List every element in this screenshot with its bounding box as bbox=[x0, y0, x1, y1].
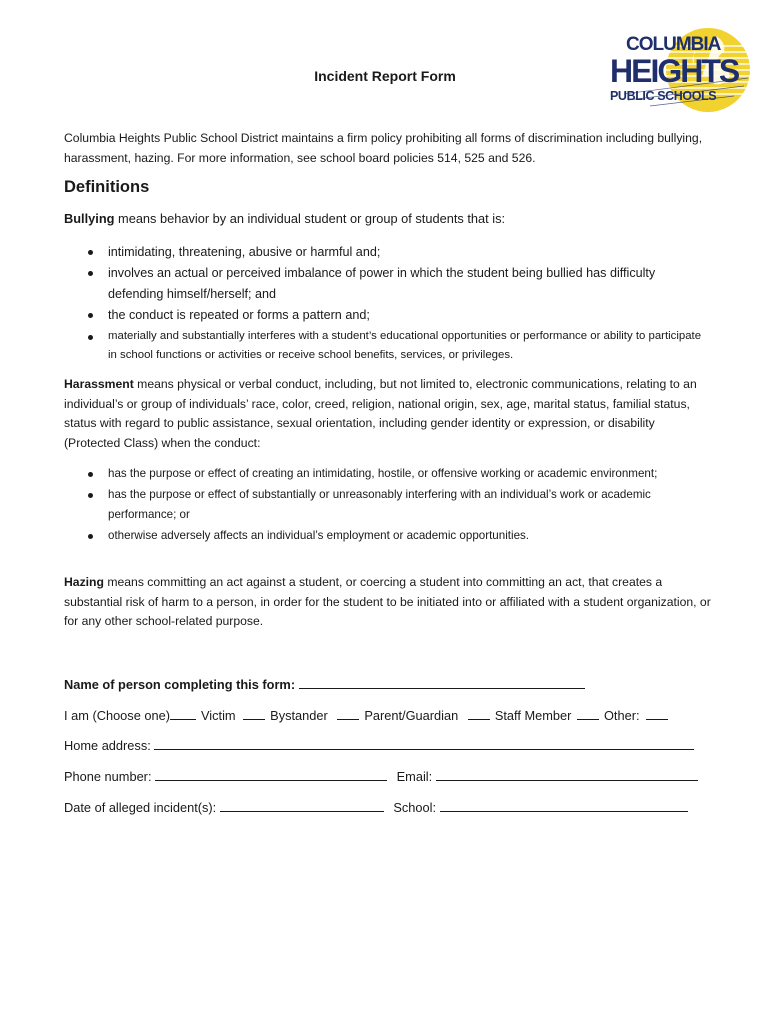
hazing-term: Hazing bbox=[64, 575, 104, 589]
other-checkbox-blank[interactable] bbox=[577, 705, 599, 720]
home-address-label: Home address: bbox=[64, 738, 151, 753]
role-row bbox=[64, 705, 710, 725]
harassment-definition bbox=[64, 375, 712, 453]
list-item: involves an actual or perceived imbalance of power in which the student being bullied has difficulty defending himself/herself; and bbox=[84, 263, 704, 305]
date-field[interactable] bbox=[220, 797, 384, 812]
school-label: School: bbox=[393, 800, 437, 815]
role-staff-member: Staff Member bbox=[494, 708, 572, 723]
harassment-text: means physical or verbal conduct, including, but not limited to, electronic communications, relating to an individual’s or group of individuals’ race, color, creed, religion, national origin, sex, age, marital status, familial status, status with regard to public assistance, sexual orientation, including gender identity or expression, or disability (Protected Class) when the conduct: bbox=[64, 377, 697, 450]
form-title: Incident Report Form bbox=[314, 68, 456, 84]
list-item: intimidating, threatening, abusive or harmful and; bbox=[84, 242, 704, 263]
email-label: Email: bbox=[396, 769, 433, 784]
bullying-text: means behavior by an individual student or group of students that is: bbox=[114, 211, 506, 226]
home-address-row bbox=[64, 735, 710, 755]
harassment-criteria-list bbox=[84, 464, 704, 546]
staff-checkbox-blank[interactable] bbox=[468, 705, 490, 720]
list-item: otherwise adversely affects an individual’s employment or academic opportunities. bbox=[84, 526, 704, 545]
bystander-checkbox-blank[interactable] bbox=[243, 705, 265, 720]
role-prefix: I am (Choose one) bbox=[64, 708, 170, 723]
victim-checkbox-blank[interactable] bbox=[170, 705, 196, 720]
definitions-heading: Definitions bbox=[64, 178, 150, 196]
phone-field[interactable] bbox=[155, 766, 387, 781]
bullying-definition bbox=[64, 209, 712, 229]
hazing-text: means committing an act against a student, or coercing a student into committing an act, that creates a substantial risk of harm to a person, in order for the student to be initiated into or affiliated with a student organization, or for any other school-related purpose. bbox=[64, 575, 711, 628]
phone-label: Phone number: bbox=[64, 769, 152, 784]
school-field[interactable] bbox=[440, 797, 688, 812]
role-other: Other: bbox=[603, 708, 640, 723]
intro-paragraph: Columbia Heights Public School District maintains a firm policy prohibiting all forms of discrimination including bullying, harassment, hazing. For more information, see school board policies 514, 525 and 526. bbox=[64, 131, 703, 165]
bullying-criteria-list bbox=[84, 242, 704, 365]
list-item: has the purpose or effect of creating an intimidating, hostile, or offensive working or academic environment; bbox=[84, 464, 704, 483]
date-school-row bbox=[64, 797, 710, 817]
parent-checkbox-blank[interactable] bbox=[337, 705, 359, 720]
name-label: Name of person completing this form: bbox=[64, 677, 296, 692]
date-label: Date of alleged incident(s): bbox=[64, 800, 217, 815]
logo-line3: PUBLIC SCHOOLS bbox=[610, 89, 717, 103]
bullying-term: Bullying bbox=[64, 211, 115, 226]
harassment-term: Harassment bbox=[64, 377, 134, 391]
name-field[interactable] bbox=[299, 674, 585, 689]
other-field[interactable] bbox=[646, 705, 668, 720]
home-address-field[interactable] bbox=[154, 735, 694, 750]
role-victim: Victim bbox=[200, 708, 236, 723]
email-field[interactable] bbox=[436, 766, 698, 781]
logo-line1: COLUMBIA bbox=[626, 34, 721, 55]
phone-email-row bbox=[64, 766, 710, 786]
hazing-definition bbox=[64, 573, 712, 632]
list-item: the conduct is repeated or forms a pattern and; bbox=[84, 305, 704, 326]
role-parent-guardian: Parent/Guardian bbox=[364, 708, 459, 723]
list-item: has the purpose or effect of substantially or unreasonably interfering with an individual’s work or academic performance; or bbox=[84, 485, 704, 524]
name-row bbox=[64, 674, 710, 694]
list-item: materially and substantially interferes with a student’s educational opportunities or performance or ability to participate in school functions or activities or receive school benefits, services, or privileges. bbox=[84, 327, 704, 365]
role-bystander: Bystander bbox=[270, 708, 328, 723]
logo-line2: HEIGHTS bbox=[610, 53, 739, 89]
